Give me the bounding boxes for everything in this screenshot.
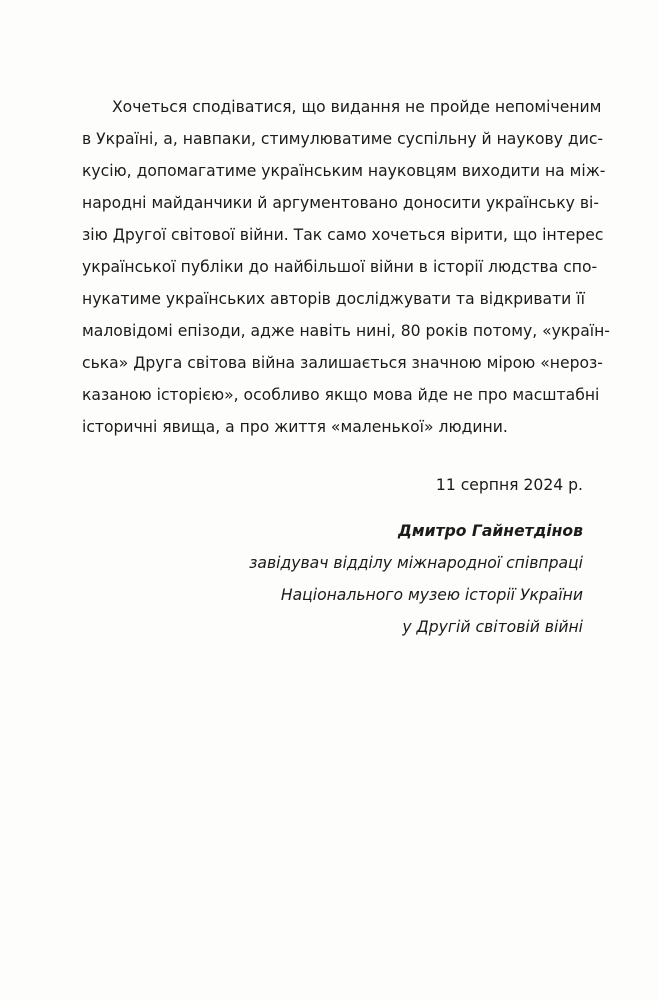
- paragraph-line: української публіки до найбільшої війни в історії людства спо-: [82, 258, 598, 276]
- author-position-line: завідувач відділу міжнародної співпраці: [249, 554, 583, 572]
- paragraph-line: Хочеться сподіватися, що видання не пройде непоміченим: [112, 98, 602, 116]
- paragraph-line: в Україні, а, навпаки, стимулюватиме суспільну й наукову дис-: [82, 130, 604, 148]
- author-position-line: у Другій світовій війні: [402, 618, 583, 636]
- paragraph-line: казаною історією», особливо якщо мова йде не про масштабні: [82, 386, 600, 404]
- paragraph-line: нукатиме українських авторів досліджувати та відкривати її: [82, 290, 585, 308]
- paragraph-line: народні майданчики й аргументовано доносити українську ві-: [82, 194, 599, 212]
- paragraph-line: історичні явища, а про життя «маленької» людини.: [82, 418, 508, 436]
- author-name: Дмитро Гайнетдінов: [398, 522, 583, 540]
- paragraph-line: маловідомі епізоди, адже навіть нині, 80 років потому, «україн-: [82, 322, 610, 340]
- author-position-line: Національного музею історії України: [280, 586, 583, 604]
- paragraph-line: кусію, допомагатиме українським науковцям виходити на між-: [82, 162, 606, 180]
- date-line: 11 серпня 2024 р.: [435, 476, 583, 494]
- paragraph-line: ська» Друга світова війна залишається значною мірою «нероз-: [82, 354, 603, 372]
- paragraph-line: зію Другої світової війни. Так само хочеться вірити, що інтерес: [82, 226, 604, 244]
